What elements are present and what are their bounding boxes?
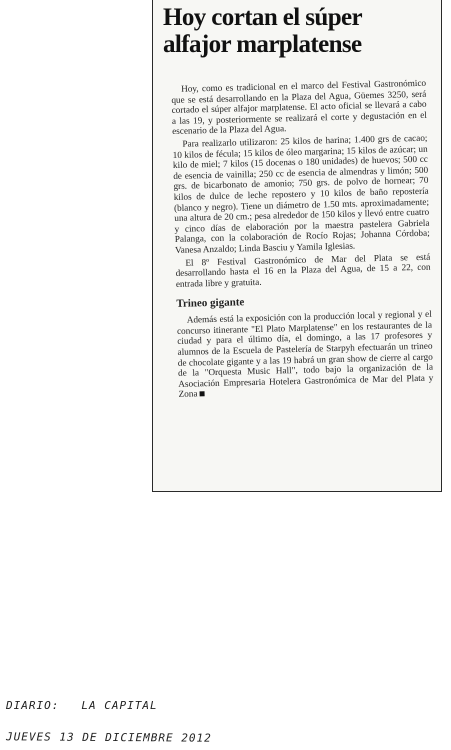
paragraph-intro: Hoy, como es tradicional en el marco del Festival Gastronómico que se está desarrollando en la Plaza del Agua, Güemes 3250, será cortado el súper alfajor marplatense. El acto oficial se llevará a cabo a las 19, y posteriormente se realizará el corte y degustación en el escenario de la Plaza del Agua. <box>171 77 427 137</box>
article-body <box>171 78 434 402</box>
end-mark <box>199 392 204 397</box>
headline <box>163 4 433 58</box>
paragraph-ingredients: Para realizarlo utilizaron: 25 kilos de harina; 1.400 grs de cacao; 10 kilos de fécula; 15 kilos de óleo margarina; 15 kilos de azúcar; un kilo de miel; 7 kilos (15 docenas o 180 unidades) de huevos; 500 cc de esencia de vainilla; 250 cc de esencia de almendras y limón; 500 grs. de bicarbonato de amonio; 750 grs. de polvo de hornear; 70 kilos de dulce de leche repostero y 10 kilos de baño repostería (blanco y negro). Tiene un diámetro de 1.50 mts. aproximadamente; una altura de 20 cm.; pesa alrededor de 150 kilos y llevó entre cuatro y cinco días de elaboración por la maestra pastelera Gabriela Palanga, con la colaboración de Rocío Rojas; Johanna Córdoba; Vanesa Anzaldo; Linda Basciu y Yamila Iglesias. <box>172 132 430 255</box>
handwritten-date: JUEVES 13 DE DICIEMBRE 2012 <box>5 730 212 745</box>
headline-line-1: Hoy cortan el súper <box>163 4 362 31</box>
source-newspaper: LA CAPITAL <box>81 699 158 712</box>
paragraph-festival: El 8º Festival Gastronómico de Mar del Plata se está desarrollando hasta el 16 en la Plaza del Agua, de 15 a 22, con entrada libre y gratuita. <box>175 251 431 289</box>
paragraph-last <box>177 309 434 400</box>
subhead: Trineo gigante <box>176 296 245 311</box>
handwritten-source <box>6 699 158 712</box>
paragraph-last-text: Además está la exposición con la producción local y regional y el concurso itinerante "El Plato Marplatense" en los restaurantes de la ciudad y para el último día, el domingo, a las 17 profesores y alumnos de la Escuela de Pastelería de Starpyh efectuarán un trineo de chocolate gigante y a las 19 habrá un gran show de cierre al cargo de la "Orquesta Music Hall", todo bajo la organización de la Asociación Empresaria Hotelera Gastronómica de Mar del Plata y Zona <box>176 308 434 400</box>
source-label: DIARIO: <box>6 699 60 712</box>
headline-line-2: alfajor marplatense <box>163 31 362 58</box>
newspaper-clipping <box>152 0 442 492</box>
